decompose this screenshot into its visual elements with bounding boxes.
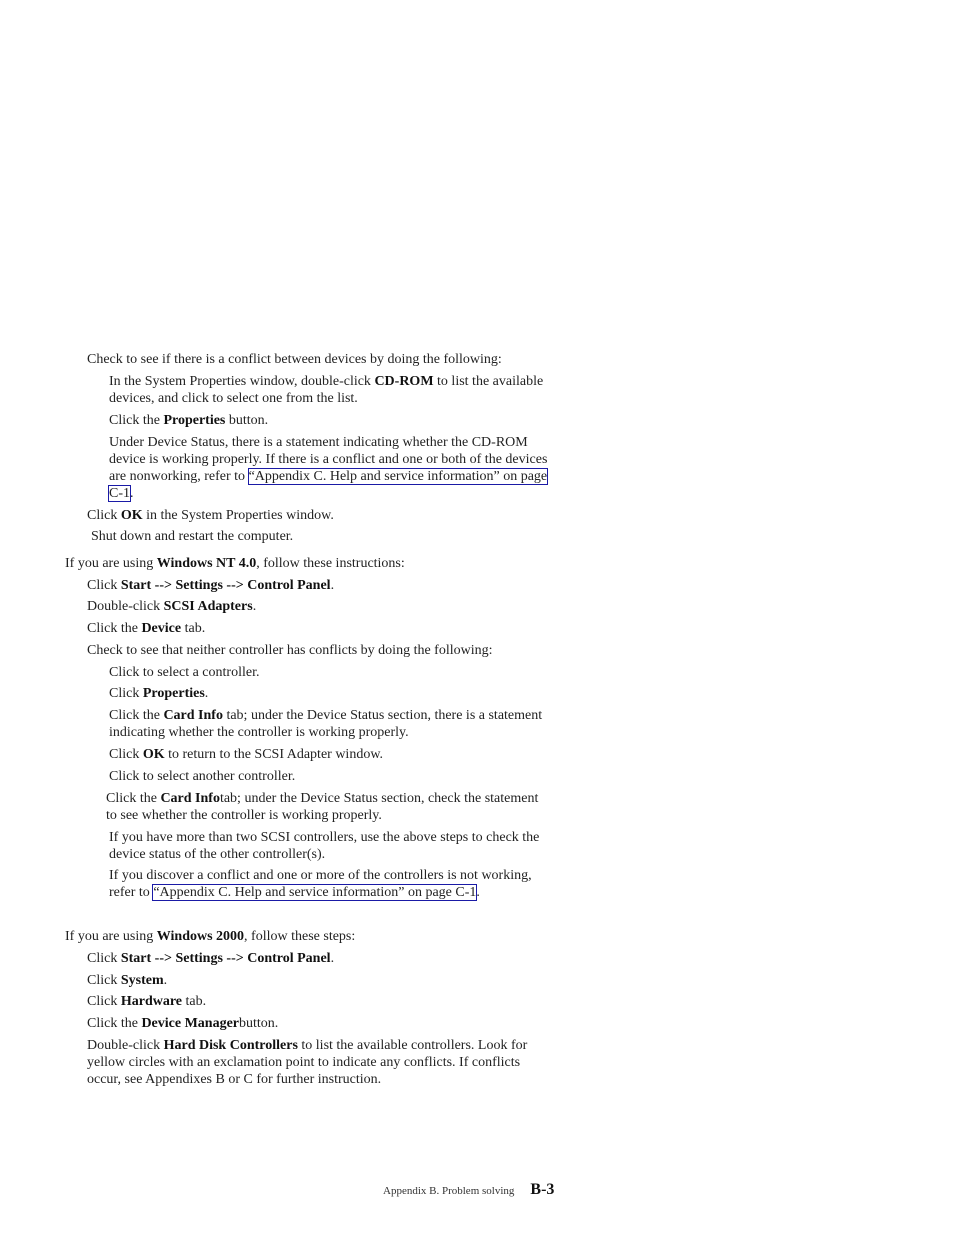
footer-section: Appendix B. Problem solving xyxy=(383,1185,515,1197)
nt-device-tab-step: Click the Device tab. xyxy=(87,621,206,636)
nt-cardinfo2-step: Click the Card Infotab; under the Device Status section, check the statement to see whether the controller is working properly. xyxy=(106,791,539,823)
device-status-step: Under Device Status, there is a statement indicating whether the CD-ROM device is working properly. If there is a conflict and one or both of the devices are nonworking, refer to “Appendix C. Help and service information” on page C-1. xyxy=(109,435,548,501)
nt-check-step: Check to see that neither controller has conflicts by doing the following: xyxy=(87,643,493,658)
appendix-c-link[interactable]: “Appendix C. Help and service information” on page C-1 xyxy=(153,885,477,900)
w2k-system-step: Click System. xyxy=(87,973,168,988)
nt-scsi-step: Double-click SCSI Adapters. xyxy=(87,599,257,614)
click-properties-step: Click the Properties button. xyxy=(109,413,269,428)
appendix-c-link[interactable]: “Appendix C. Help and service information” on page C-1 xyxy=(109,469,548,501)
w2k-hdc-step: Double-click Hard Disk Controllers to list the available controllers. Look for yellow circles with an exclamation point to indicate any conflicts. If conflicts occur, see Appendixes B or C for further instruction. xyxy=(87,1038,528,1087)
nt-more-than-two-step: If you have more than two SCSI controllers, use the above steps to check the device status of the other controller(s). xyxy=(109,830,540,862)
shutdown-step: Shut down and restart the computer. xyxy=(91,529,294,544)
nt-start-step: Click Start --> Settings --> Control Panel. xyxy=(87,578,335,593)
nt-select-step: Click to select a controller. xyxy=(109,665,260,680)
w2k-devmgr-step: Click the Device Managerbutton. xyxy=(87,1016,279,1031)
nt-properties-step: Click Properties. xyxy=(109,686,209,701)
nt-ok-step: Click OK to return to the SCSI Adapter window. xyxy=(109,747,384,762)
w2k-intro: If you are using Windows 2000, follow these steps: xyxy=(65,929,356,944)
check-conflict-text: Check to see if there is a conflict between devices by doing the following: xyxy=(87,352,502,367)
w2k-start-step: Click Start --> Settings --> Control Panel. xyxy=(87,951,335,966)
page-footer xyxy=(383,1181,554,1200)
w2k-hardware-step: Click Hardware tab. xyxy=(87,994,207,1009)
click-ok-step: Click OK in the System Properties window. xyxy=(87,508,334,523)
nt-select-another-step: Click to select another controller. xyxy=(109,769,296,784)
nt-discover-step: If you discover a conflict and one or more of the controllers is not working, refer to “Appendix C. Help and service information” on page C-1. xyxy=(109,868,532,900)
page-number: B-3 xyxy=(530,1181,555,1198)
nt-intro: If you are using Windows NT 4.0, follow these instructions: xyxy=(65,556,405,571)
nt-cardinfo-step: Click the Card Info tab; under the Device Status section, there is a statement indicating whether the controller is working properly. xyxy=(109,708,543,740)
sys-props-step: In the System Properties window, double-click CD-ROM to list the available devices, and click to select one from the list. xyxy=(109,374,544,406)
